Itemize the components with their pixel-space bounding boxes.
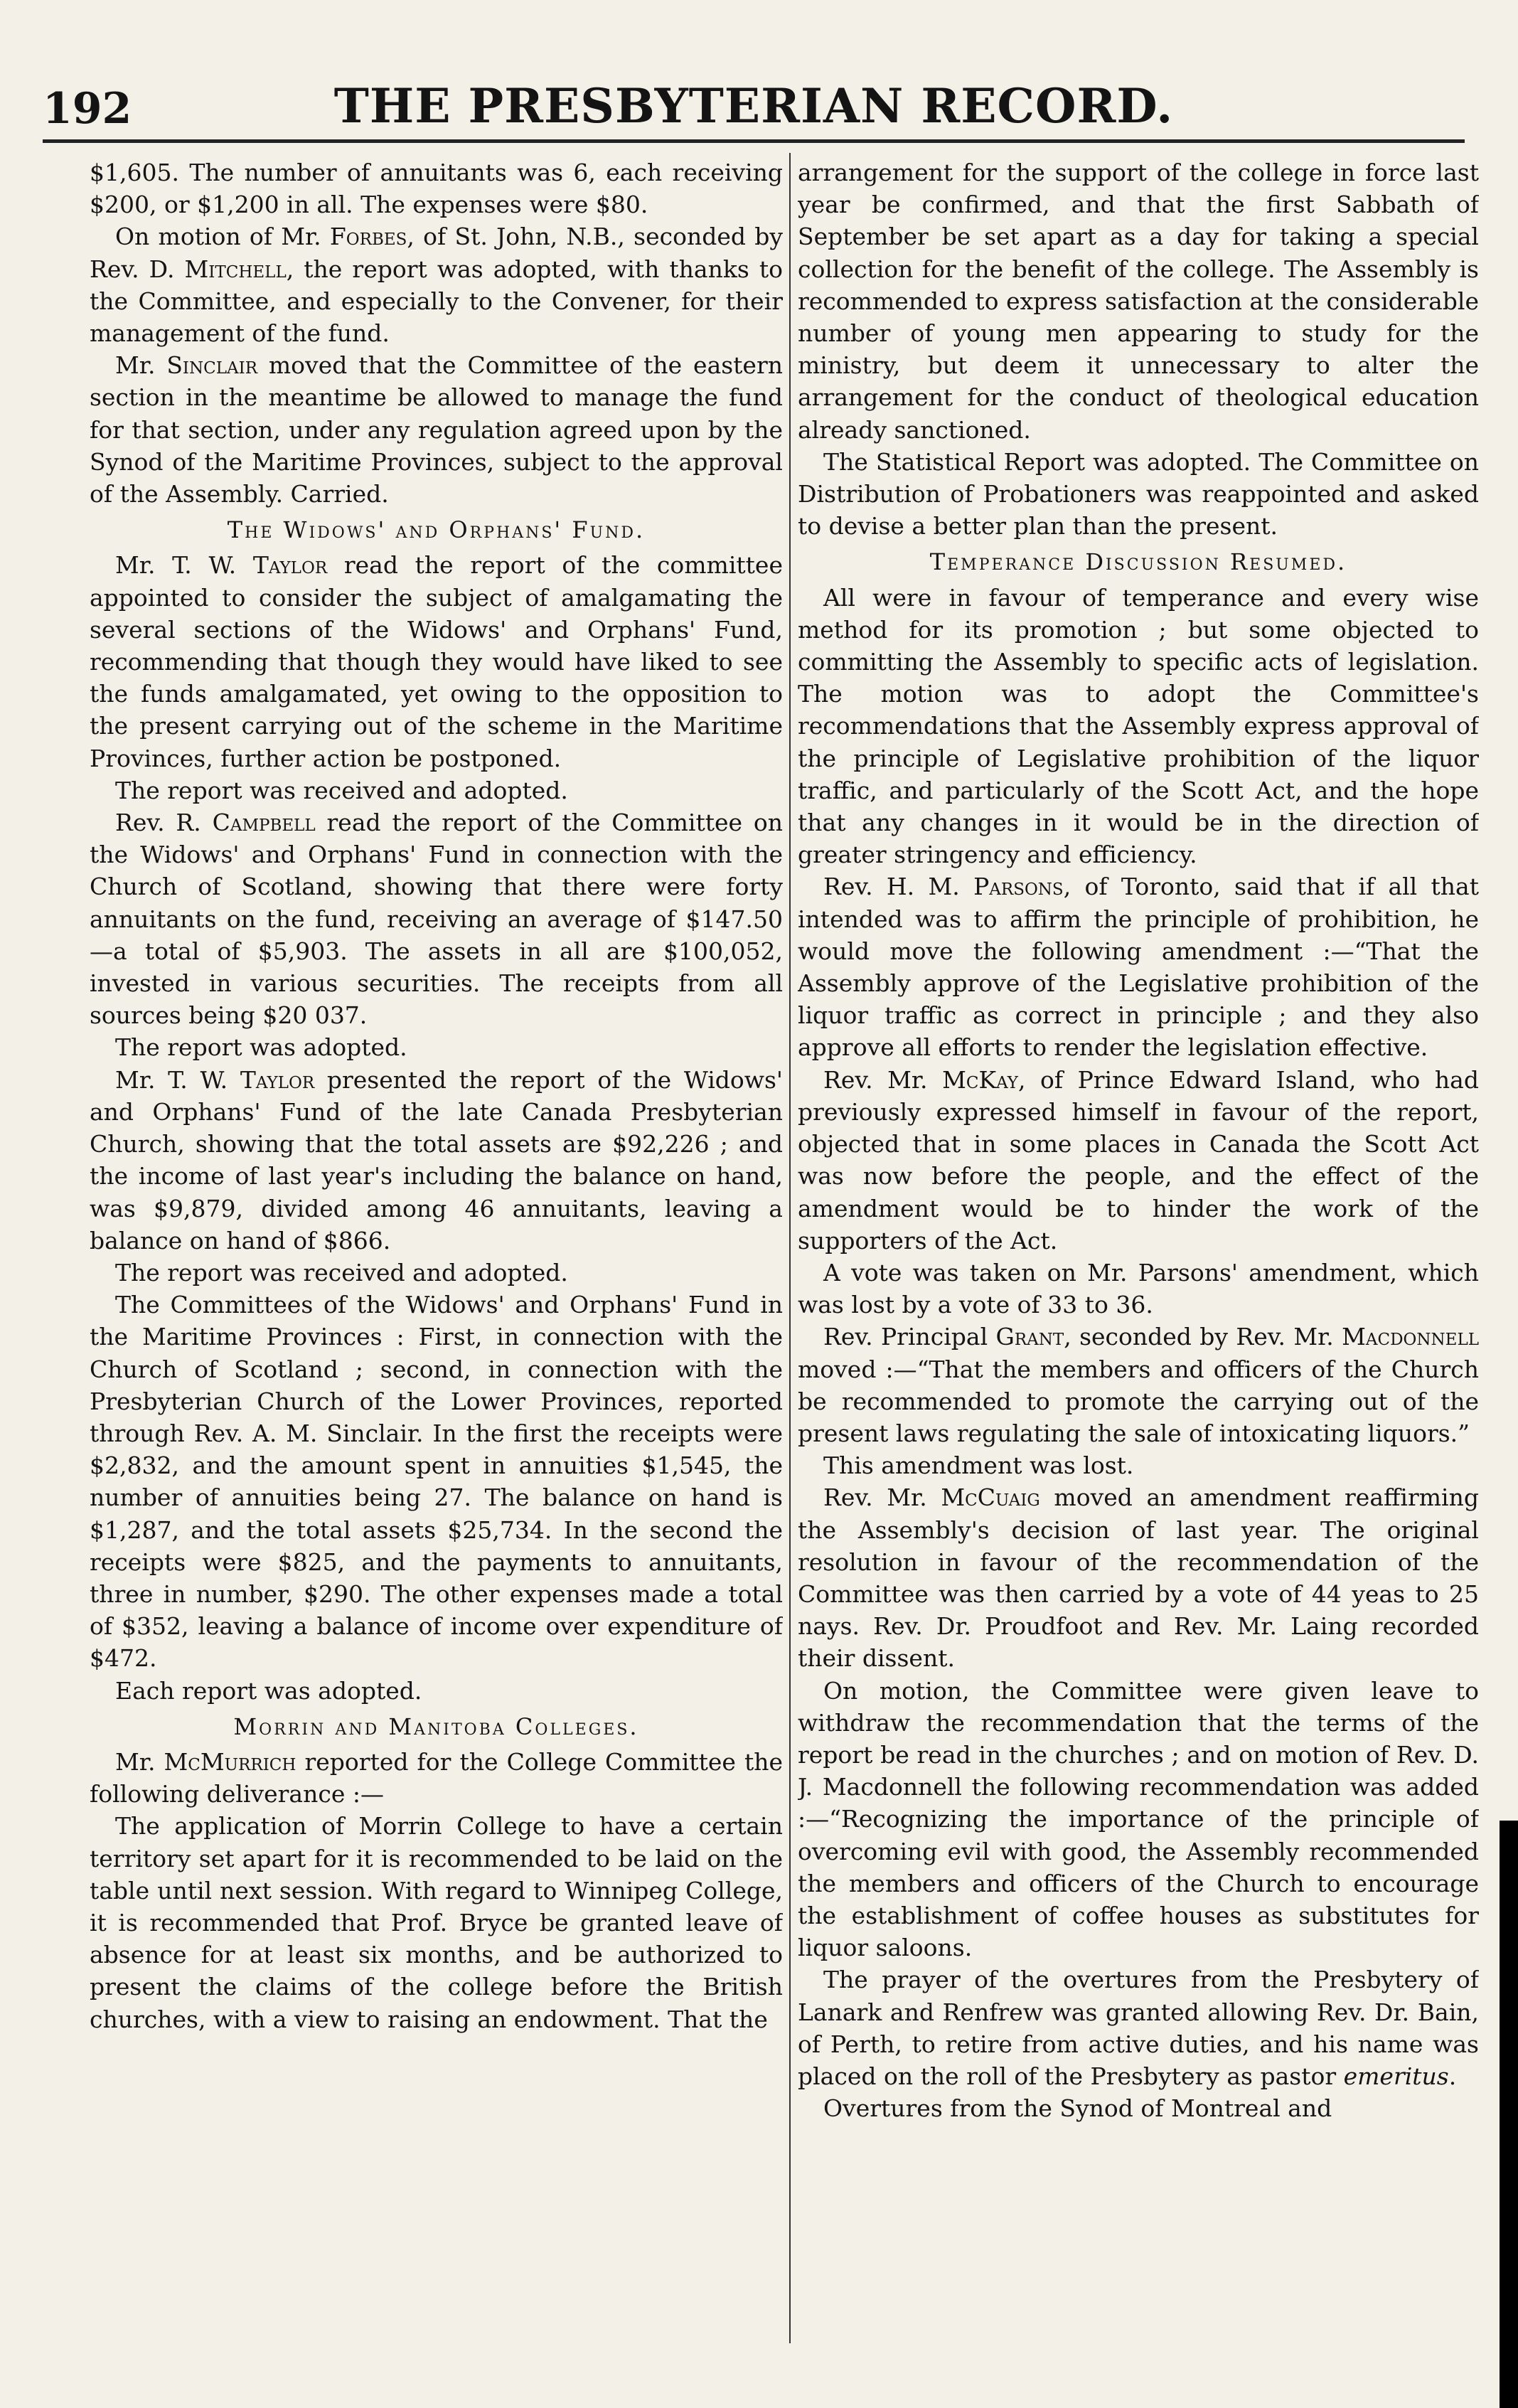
paragraph: The prayer of the overtures from the Presbytery of Lanark and Renfrew was granted allowing Rev. Dr. Bain, of Perth, to retire from active duties, and his name was placed on the roll of the Presbytery as pastor emeritus. <box>798 1966 1479 2090</box>
paragraph: Rev. Mr. McKay, of Prince Edward Island, who had previously expressed himself in favour of the report, objected that in some places in Canada the Scott Act was now before the people, and the effect of the amendment would be to hinder the work of the supporters of the Act. <box>798 1065 1479 1254</box>
scan-edge-shadow <box>1500 1821 1518 2408</box>
paragraph: On motion of Mr. Forbes, of St. John, N.B., seconded by Rev. D. Mitchell, the report was adopted, with thanks to the Committee, and especially to the Convener, for their management of the fund. <box>90 223 783 348</box>
person-name: Mitchell <box>184 255 287 283</box>
person-name: Forbes <box>329 223 407 251</box>
paragraph: Rev. H. M. Parsons, of Toronto, said that if all that intended was to affirm the principle of prohibition, he would move the following amendment :—“That the Assembly approve of the Legislative prohibition of the liquor traffic as correct in principle ; and they also approve all efforts to render the legislation effective. <box>798 873 1479 1062</box>
paragraph: Overtures from the Synod of Montreal and <box>823 2094 1332 2123</box>
latin-term: emeritus <box>1343 2062 1449 2090</box>
paragraph: Mr. T. W. Taylor presented the report of the Widows' and Orphans' Fund of the late Canada Presbyterian Church, showing that the total assets are $92,226 ; and the income of last year's including the balance on hand, was $9,879, divided among 46 annuitants, leaving a balance on hand of $866. <box>90 1065 783 1254</box>
left-column <box>90 156 783 2368</box>
paragraph: The report was adopted. <box>115 1033 407 1062</box>
paragraph: Mr. McMurrich reported for the College Committee the following deliverance :— <box>90 1747 783 1808</box>
right-column <box>798 156 1479 2368</box>
paragraph: The Committees of the Widows' and Orphans' Fund in the Maritime Provinces : First, in connection with the Church of Scotland ; second, in connection with the Presbyterian Church of the Lower Provinces, reported through Rev. A. M. Sinclair. In the first the receipts were $2,832, and the amount spent in annuities $1,545, the number of annuities being 27. The balance on hand is $1,287, and the total assets $25,734. In the second the receipts were $825, and the payments to annuitants, three in number, $290. The other expenses made a total of $352, leaving a balance of income over expenditure of $472. <box>90 1291 783 1673</box>
person-name: Taylor <box>252 551 328 580</box>
person-name: Macdonnell <box>1342 1323 1479 1351</box>
person-name: McCuaig <box>941 1483 1040 1512</box>
person-name: Sinclair <box>166 351 258 380</box>
running-title: THE PRESBYTERIAN RECORD. <box>333 78 1174 134</box>
paragraph: The Statistical Report was adopted. The Committee on Distribution of Probationers was reappointed and asked to devise a better plan than the present. <box>798 447 1479 540</box>
person-name: Grant <box>995 1323 1064 1351</box>
paragraph: Each report was adopted. <box>115 1676 422 1705</box>
page-number: 192 <box>43 84 132 134</box>
person-name: Parsons <box>973 873 1064 901</box>
person-name: Taylor <box>240 1065 315 1094</box>
paragraph: Rev. Mr. McCuaig moved an amendment reaffirming the Assembly's decision of last year. The original resolution in favour of the recommendation of the Committee was then carried by a vote of 44 yeas to 25 nays. Rev. Dr. Proudfoot and Rev. Mr. Laing recorded their dissent. <box>798 1483 1479 1673</box>
paragraph: Mr. Sinclair moved that the Committee of the eastern section in the meantime be allowed to manage the fund for that section, under any regulation agreed upon by the Synod of the Maritime Provinces, subject to the approval of the Assembly. Carried. <box>90 351 783 508</box>
paragraph: arrangement for the support of the college in force last year be confirmed, and that the first Sabbath of September be set apart as a day for taking a special collection for the benefit of the college. The Assembly is recommended to express satisfaction at the considerable number of young men appearing to study for the ministry, but deem it unnecessary to alter the arrangement for the conduct of theological education already sanctioned. <box>798 159 1479 444</box>
paragraph: Mr. T. W. Taylor read the report of the committee appointed to consider the subject of amalgamating the several sections of the Widows' and Orphans' Fund, recommending that though they would have liked to see the funds amalgamated, yet owing to the opposition to the present carrying out of the scheme in the Maritime Provinces, further action be postponed. <box>90 551 783 772</box>
paragraph: Rev. Principal Grant, seconded by Rev. Mr. Macdonnell moved :—“That the members and officers of the Church be recommended to promote the carrying out of the present laws regulating the sale of intoxicating liquors.” <box>798 1323 1479 1447</box>
paragraph: This amendment was lost. <box>823 1451 1134 1480</box>
section-heading: Temperance Discussion Resumed. <box>929 548 1347 576</box>
person-name: Campbell <box>212 809 316 837</box>
section-heading: The Widows' and Orphans' Fund. <box>227 516 646 544</box>
page-header <box>43 78 1465 142</box>
header-rule <box>43 139 1465 143</box>
paragraph: All were in favour of temperance and every wise method for its promotion ; but some objected to committing the Assembly to specific acts of legislation. The motion was to adopt the Committee's recommendations that the Assembly express approval of the principle of Legislative prohibition of the liquor traffic, and particularly of the Scott Act, and the hope that any changes in it would be in the direction of greater stringency and efficiency. <box>798 583 1479 869</box>
paragraph: The report was received and adopted. <box>115 776 568 804</box>
paragraph: $1,605. The number of annuitants was 6, each receiving $200, or $1,200 in all. The expenses were $80. <box>90 159 783 219</box>
column-divider <box>789 153 791 2343</box>
paragraph: On motion, the Committee were given leave to withdraw the recommendation that the terms of the report be read in the churches ; and on motion of Rev. D. J. Macdonnell the following recommendation was added :—“Recognizing the importance of the principle of overcoming evil with good, the Assembly recommended the members and officers of the Church to encourage the establishment of coffee houses as substitutes for liquor saloons. <box>798 1676 1479 1962</box>
section-heading: Morrin and Manitoba Colleges. <box>233 1712 639 1740</box>
person-name: McMurrich <box>164 1747 296 1776</box>
paragraph: Rev. R. Campbell read the report of the Committee on the Widows' and Orphans' Fund in connection with the Church of Scotland, showing that there were forty annuitants on the fund, receiving an average of $147.50—a total of $5,903. The assets in all are $100,052, invested in various securities. The receipts from all sources being $20 037. <box>90 809 783 1030</box>
paragraph: The report was received and adopted. <box>115 1258 568 1286</box>
person-name: McKay <box>942 1065 1018 1094</box>
paragraph: A vote was taken on Mr. Parsons' amendment, which was lost by a vote of 33 to 36. <box>798 1258 1479 1319</box>
paragraph: The application of Morrin College to have a certain territory set apart for it is recommended to be laid on the table until next session. With regard to Winnipeg College, it is recommended that Prof. Bryce be granted leave of absence for at least six months, and be authorized to present the claims of the college before the British churches, with a view to raising an endowment. That the <box>90 1812 783 2033</box>
